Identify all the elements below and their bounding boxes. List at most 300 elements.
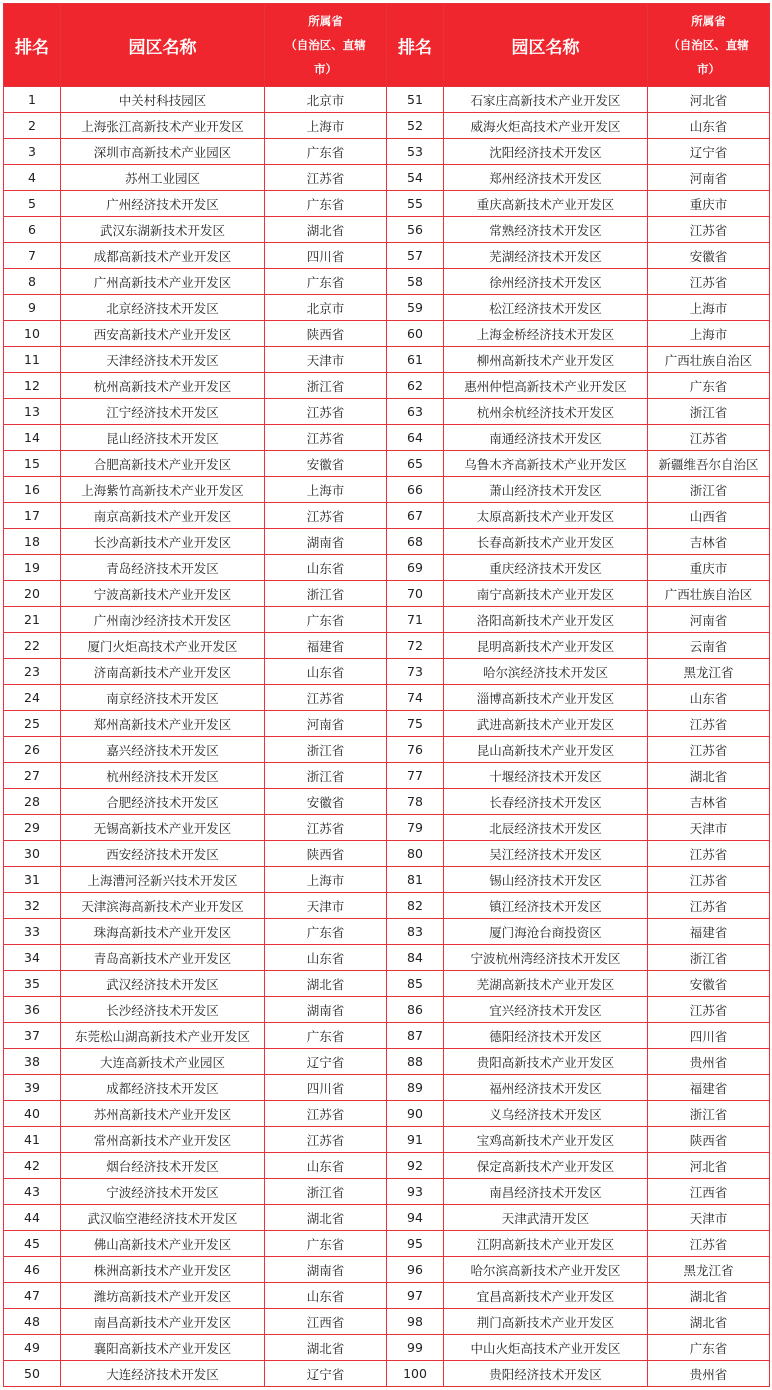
- province-cell-right: 贵州省: [648, 1049, 770, 1075]
- rank-cell-left: 15: [4, 451, 61, 477]
- park-name-cell-left: 武汉东湖新技术开发区: [61, 217, 265, 243]
- park-name-cell-left: 成都经济技术开发区: [61, 1075, 265, 1101]
- park-name-cell-left: 西安高新技术产业开发区: [61, 321, 265, 347]
- rank-cell-right: 55: [387, 191, 444, 217]
- park-name-cell-left: 武汉经济技术开发区: [61, 971, 265, 997]
- rank-cell-right: 97: [387, 1283, 444, 1309]
- province-cell-right: 云南省: [648, 633, 770, 659]
- province-cell-right: 江苏省: [648, 217, 770, 243]
- province-cell-right: 吉林省: [648, 529, 770, 555]
- park-name-cell-left: 无锡高新技术产业开发区: [61, 815, 265, 841]
- park-name-cell-left: 南京高新技术产业开发区: [61, 503, 265, 529]
- province-cell-left: 山东省: [265, 945, 387, 971]
- province-cell-right: 广东省: [648, 1335, 770, 1361]
- table-row: [4, 503, 770, 529]
- table-row: [4, 191, 770, 217]
- province-cell-left: 江苏省: [265, 685, 387, 711]
- header-province-line3: 市）: [697, 62, 720, 76]
- rank-cell-right: 100: [387, 1361, 444, 1387]
- rank-cell-left: 47: [4, 1283, 61, 1309]
- table-row: [4, 1127, 770, 1153]
- rank-cell-left: 20: [4, 581, 61, 607]
- province-cell-left: 四川省: [265, 243, 387, 269]
- rank-cell-left: 13: [4, 399, 61, 425]
- rank-cell-left: 31: [4, 867, 61, 893]
- province-cell-left: 广东省: [265, 139, 387, 165]
- table-row: [4, 971, 770, 997]
- park-name-cell-right: 哈尔滨高新技术产业开发区: [444, 1257, 648, 1283]
- park-name-cell-right: 哈尔滨经济技术开发区: [444, 659, 648, 685]
- park-name-cell-right: 芜湖经济技术开发区: [444, 243, 648, 269]
- table-row: [4, 659, 770, 685]
- park-name-cell-left: 武汉临空港经济技术开发区: [61, 1205, 265, 1231]
- park-name-cell-left: 郑州高新技术产业开发区: [61, 711, 265, 737]
- province-cell-left: 山东省: [265, 1283, 387, 1309]
- province-cell-right: 河南省: [648, 165, 770, 191]
- table-row: [4, 113, 770, 139]
- province-cell-left: 山东省: [265, 1153, 387, 1179]
- rank-cell-right: 76: [387, 737, 444, 763]
- park-name-cell-right: 上海金桥经济技术开发区: [444, 321, 648, 347]
- rank-cell-left: 4: [4, 165, 61, 191]
- park-name-cell-right: 江阴高新技术产业开发区: [444, 1231, 648, 1257]
- rank-cell-right: 63: [387, 399, 444, 425]
- province-cell-right: 山东省: [648, 113, 770, 139]
- park-name-cell-left: 杭州高新技术产业开发区: [61, 373, 265, 399]
- park-name-cell-left: 常州高新技术产业开发区: [61, 1127, 265, 1153]
- province-cell-left: 广东省: [265, 191, 387, 217]
- rank-cell-right: 90: [387, 1101, 444, 1127]
- park-name-cell-right: 杭州余杭经济技术开发区: [444, 399, 648, 425]
- province-cell-left: 上海市: [265, 113, 387, 139]
- rank-cell-left: 43: [4, 1179, 61, 1205]
- rank-cell-left: 5: [4, 191, 61, 217]
- park-name-cell-left: 天津经济技术开发区: [61, 347, 265, 373]
- park-name-cell-left: 珠海高新技术产业开发区: [61, 919, 265, 945]
- rank-cell-right: 53: [387, 139, 444, 165]
- table-row: [4, 867, 770, 893]
- province-cell-right: 浙江省: [648, 945, 770, 971]
- province-cell-left: 北京市: [265, 295, 387, 321]
- park-name-cell-right: 重庆经济技术开发区: [444, 555, 648, 581]
- province-cell-left: 浙江省: [265, 373, 387, 399]
- rank-cell-right: 85: [387, 971, 444, 997]
- park-name-cell-left: 上海紫竹高新技术产业开发区: [61, 477, 265, 503]
- province-cell-left: 江西省: [265, 1309, 387, 1335]
- province-cell-left: 河南省: [265, 711, 387, 737]
- rank-cell-right: 82: [387, 893, 444, 919]
- rank-cell-left: 49: [4, 1335, 61, 1361]
- province-cell-right: 江苏省: [648, 737, 770, 763]
- park-ranking-table: [3, 3, 770, 1387]
- rank-cell-right: 54: [387, 165, 444, 191]
- province-cell-right: 黑龙江省: [648, 659, 770, 685]
- header-row: [4, 4, 770, 87]
- province-cell-right: 新疆维吾尔自治区: [648, 451, 770, 477]
- park-name-cell-left: 苏州工业园区: [61, 165, 265, 191]
- header-rank-left: 排名: [4, 4, 61, 87]
- rank-cell-left: 35: [4, 971, 61, 997]
- rank-cell-right: 94: [387, 1205, 444, 1231]
- park-name-cell-right: 惠州仲恺高新技术产业开发区: [444, 373, 648, 399]
- rank-cell-left: 50: [4, 1361, 61, 1387]
- province-cell-left: 安徽省: [265, 451, 387, 477]
- header-park-name-right: 园区名称: [444, 4, 648, 87]
- park-name-cell-left: 大连高新技术产业园区: [61, 1049, 265, 1075]
- park-name-cell-left: 成都高新技术产业开发区: [61, 243, 265, 269]
- province-cell-left: 湖北省: [265, 1205, 387, 1231]
- province-cell-left: 广东省: [265, 269, 387, 295]
- park-name-cell-left: 西安经济技术开发区: [61, 841, 265, 867]
- rank-cell-left: 7: [4, 243, 61, 269]
- table-row: [4, 321, 770, 347]
- park-name-cell-right: 乌鲁木齐高新技术产业开发区: [444, 451, 648, 477]
- park-name-cell-right: 宜兴经济技术开发区: [444, 997, 648, 1023]
- park-name-cell-right: 北辰经济技术开发区: [444, 815, 648, 841]
- park-name-cell-left: 深圳市高新技术产业园区: [61, 139, 265, 165]
- table-row: [4, 529, 770, 555]
- park-name-cell-right: 芜湖高新技术产业开发区: [444, 971, 648, 997]
- province-cell-right: 福建省: [648, 919, 770, 945]
- park-name-cell-left: 潍坊高新技术产业开发区: [61, 1283, 265, 1309]
- province-cell-right: 河北省: [648, 1153, 770, 1179]
- rank-cell-right: 93: [387, 1179, 444, 1205]
- park-name-cell-left: 宁波经济技术开发区: [61, 1179, 265, 1205]
- province-cell-left: 山东省: [265, 555, 387, 581]
- rank-cell-right: 78: [387, 789, 444, 815]
- table-row: [4, 763, 770, 789]
- rank-cell-left: 12: [4, 373, 61, 399]
- province-cell-left: 陕西省: [265, 841, 387, 867]
- rank-cell-left: 42: [4, 1153, 61, 1179]
- province-cell-right: 江苏省: [648, 867, 770, 893]
- table-header: [4, 4, 770, 87]
- province-cell-left: 浙江省: [265, 1179, 387, 1205]
- header-province-line3: 市）: [314, 62, 337, 76]
- province-cell-right: 陕西省: [648, 1127, 770, 1153]
- table-row: [4, 1023, 770, 1049]
- province-cell-left: 福建省: [265, 633, 387, 659]
- province-cell-left: 江苏省: [265, 425, 387, 451]
- table-row: [4, 269, 770, 295]
- park-name-cell-left: 中关村科技园区: [61, 87, 265, 113]
- park-name-cell-right: 中山火炬高技术产业开发区: [444, 1335, 648, 1361]
- rank-cell-left: 28: [4, 789, 61, 815]
- header-park-name-left: 园区名称: [61, 4, 265, 87]
- park-name-cell-left: 大连经济技术开发区: [61, 1361, 265, 1387]
- park-name-cell-left: 烟台经济技术开发区: [61, 1153, 265, 1179]
- park-name-cell-right: 吴江经济技术开发区: [444, 841, 648, 867]
- park-name-cell-left: 上海漕河泾新兴技术开发区: [61, 867, 265, 893]
- park-name-cell-left: 厦门火炬高技术产业开发区: [61, 633, 265, 659]
- table-row: [4, 945, 770, 971]
- province-cell-left: 安徽省: [265, 789, 387, 815]
- rank-cell-left: 22: [4, 633, 61, 659]
- table-row: [4, 425, 770, 451]
- rank-cell-left: 8: [4, 269, 61, 295]
- park-name-cell-left: 合肥高新技术产业开发区: [61, 451, 265, 477]
- park-name-cell-left: 广州经济技术开发区: [61, 191, 265, 217]
- province-cell-left: 湖北省: [265, 971, 387, 997]
- province-cell-left: 广东省: [265, 1023, 387, 1049]
- park-name-cell-right: 长春高新技术产业开发区: [444, 529, 648, 555]
- table-row: [4, 581, 770, 607]
- table-row: [4, 1231, 770, 1257]
- province-cell-left: 江苏省: [265, 815, 387, 841]
- rank-cell-left: 33: [4, 919, 61, 945]
- rank-cell-left: 16: [4, 477, 61, 503]
- park-name-cell-right: 昆明高新技术产业开发区: [444, 633, 648, 659]
- rank-cell-left: 30: [4, 841, 61, 867]
- table-row: [4, 919, 770, 945]
- province-cell-left: 四川省: [265, 1075, 387, 1101]
- rank-cell-left: 6: [4, 217, 61, 243]
- table-row: [4, 1257, 770, 1283]
- province-cell-right: 重庆市: [648, 555, 770, 581]
- park-name-cell-right: 沈阳经济技术开发区: [444, 139, 648, 165]
- rank-cell-left: 21: [4, 607, 61, 633]
- header-province-left: [265, 4, 387, 87]
- table-row: [4, 1309, 770, 1335]
- province-cell-left: 北京市: [265, 87, 387, 113]
- park-name-cell-right: 南通经济技术开发区: [444, 425, 648, 451]
- park-name-cell-right: 宁波杭州湾经济技术开发区: [444, 945, 648, 971]
- rank-cell-left: 14: [4, 425, 61, 451]
- province-cell-right: 浙江省: [648, 399, 770, 425]
- rank-cell-right: 51: [387, 87, 444, 113]
- province-cell-right: 湖北省: [648, 1283, 770, 1309]
- rank-cell-right: 86: [387, 997, 444, 1023]
- table-row: [4, 555, 770, 581]
- rank-cell-left: 24: [4, 685, 61, 711]
- province-cell-left: 湖北省: [265, 217, 387, 243]
- rank-cell-left: 46: [4, 1257, 61, 1283]
- rank-cell-right: 62: [387, 373, 444, 399]
- province-cell-left: 湖北省: [265, 1335, 387, 1361]
- province-cell-left: 浙江省: [265, 763, 387, 789]
- rank-cell-left: 25: [4, 711, 61, 737]
- table-row: [4, 87, 770, 113]
- park-name-cell-right: 义乌经济技术开发区: [444, 1101, 648, 1127]
- table-row: [4, 1205, 770, 1231]
- rank-cell-left: 44: [4, 1205, 61, 1231]
- table-row: [4, 737, 770, 763]
- province-cell-right: 湖北省: [648, 1309, 770, 1335]
- rank-cell-left: 3: [4, 139, 61, 165]
- province-cell-right: 江苏省: [648, 269, 770, 295]
- rank-cell-left: 48: [4, 1309, 61, 1335]
- province-cell-right: 重庆市: [648, 191, 770, 217]
- province-cell-left: 上海市: [265, 477, 387, 503]
- rank-cell-right: 84: [387, 945, 444, 971]
- table-row: [4, 477, 770, 503]
- rank-cell-right: 64: [387, 425, 444, 451]
- table-row: [4, 685, 770, 711]
- rank-cell-right: 91: [387, 1127, 444, 1153]
- rank-cell-left: 39: [4, 1075, 61, 1101]
- table-row: [4, 165, 770, 191]
- rank-cell-right: 79: [387, 815, 444, 841]
- park-name-cell-right: 重庆高新技术产业开发区: [444, 191, 648, 217]
- park-name-cell-left: 南昌高新技术产业开发区: [61, 1309, 265, 1335]
- province-cell-right: 江苏省: [648, 893, 770, 919]
- header-rank-right: 排名: [387, 4, 444, 87]
- rank-cell-right: 58: [387, 269, 444, 295]
- rank-cell-right: 83: [387, 919, 444, 945]
- rank-cell-right: 81: [387, 867, 444, 893]
- province-cell-left: 江苏省: [265, 399, 387, 425]
- table-row: [4, 893, 770, 919]
- rank-cell-right: 60: [387, 321, 444, 347]
- park-name-cell-left: 上海张江高新技术产业开发区: [61, 113, 265, 139]
- table-row: [4, 607, 770, 633]
- rank-cell-left: 18: [4, 529, 61, 555]
- rank-cell-left: 34: [4, 945, 61, 971]
- province-cell-left: 江苏省: [265, 1127, 387, 1153]
- park-name-cell-left: 杭州经济技术开发区: [61, 763, 265, 789]
- rank-cell-left: 10: [4, 321, 61, 347]
- park-name-cell-left: 青岛高新技术产业开发区: [61, 945, 265, 971]
- park-name-cell-left: 江宁经济技术开发区: [61, 399, 265, 425]
- park-name-cell-right: 石家庄高新技术产业开发区: [444, 87, 648, 113]
- rank-cell-right: 59: [387, 295, 444, 321]
- province-cell-right: 湖北省: [648, 763, 770, 789]
- park-name-cell-left: 佛山高新技术产业开发区: [61, 1231, 265, 1257]
- table-row: [4, 1361, 770, 1387]
- park-name-cell-left: 长沙经济技术开发区: [61, 997, 265, 1023]
- park-name-cell-left: 合肥经济技术开发区: [61, 789, 265, 815]
- table-row: [4, 139, 770, 165]
- province-cell-right: 山东省: [648, 685, 770, 711]
- rank-cell-right: 66: [387, 477, 444, 503]
- table-row: [4, 217, 770, 243]
- province-cell-left: 天津市: [265, 347, 387, 373]
- province-cell-right: 安徽省: [648, 243, 770, 269]
- park-name-cell-right: 松江经济技术开发区: [444, 295, 648, 321]
- province-cell-left: 辽宁省: [265, 1049, 387, 1075]
- province-cell-right: 山西省: [648, 503, 770, 529]
- header-province-line1: 所属省: [691, 14, 726, 28]
- park-name-cell-left: 株洲高新技术产业开发区: [61, 1257, 265, 1283]
- rank-cell-right: 75: [387, 711, 444, 737]
- park-name-cell-left: 广州高新技术产业开发区: [61, 269, 265, 295]
- province-cell-right: 河南省: [648, 607, 770, 633]
- park-name-cell-right: 十堰经济技术开发区: [444, 763, 648, 789]
- table-row: [4, 1049, 770, 1075]
- rank-cell-left: 38: [4, 1049, 61, 1075]
- rank-cell-right: 52: [387, 113, 444, 139]
- table-row: [4, 841, 770, 867]
- province-cell-left: 湖南省: [265, 529, 387, 555]
- park-name-cell-right: 徐州经济技术开发区: [444, 269, 648, 295]
- rank-cell-left: 29: [4, 815, 61, 841]
- park-name-cell-left: 青岛经济技术开发区: [61, 555, 265, 581]
- province-cell-right: 天津市: [648, 815, 770, 841]
- rank-cell-left: 37: [4, 1023, 61, 1049]
- rank-cell-right: 88: [387, 1049, 444, 1075]
- rank-cell-right: 80: [387, 841, 444, 867]
- table-row: [4, 1335, 770, 1361]
- park-name-cell-left: 苏州高新技术产业开发区: [61, 1101, 265, 1127]
- park-name-cell-left: 天津滨海高新技术产业开发区: [61, 893, 265, 919]
- province-cell-right: 黑龙江省: [648, 1257, 770, 1283]
- province-cell-left: 江苏省: [265, 503, 387, 529]
- park-name-cell-left: 东莞松山湖高新技术产业开发区: [61, 1023, 265, 1049]
- park-name-cell-right: 厦门海沧台商投资区: [444, 919, 648, 945]
- rank-cell-right: 69: [387, 555, 444, 581]
- park-name-cell-right: 洛阳高新技术产业开发区: [444, 607, 648, 633]
- province-cell-right: 江苏省: [648, 997, 770, 1023]
- table-row: [4, 789, 770, 815]
- province-cell-left: 辽宁省: [265, 1361, 387, 1387]
- table-row: [4, 347, 770, 373]
- park-name-cell-left: 广州南沙经济技术开发区: [61, 607, 265, 633]
- park-name-cell-left: 襄阳高新技术产业开发区: [61, 1335, 265, 1361]
- park-name-cell-left: 济南高新技术产业开发区: [61, 659, 265, 685]
- rank-cell-right: 71: [387, 607, 444, 633]
- province-cell-left: 江苏省: [265, 1101, 387, 1127]
- park-name-cell-left: 嘉兴经济技术开发区: [61, 737, 265, 763]
- province-cell-left: 江苏省: [265, 165, 387, 191]
- rank-cell-right: 56: [387, 217, 444, 243]
- table-row: [4, 295, 770, 321]
- park-name-cell-right: 宜昌高新技术产业开发区: [444, 1283, 648, 1309]
- rank-cell-left: 45: [4, 1231, 61, 1257]
- rank-cell-right: 73: [387, 659, 444, 685]
- rank-cell-left: 23: [4, 659, 61, 685]
- province-cell-right: 河北省: [648, 87, 770, 113]
- province-cell-left: 上海市: [265, 867, 387, 893]
- province-cell-right: 吉林省: [648, 789, 770, 815]
- province-cell-right: 江西省: [648, 1179, 770, 1205]
- park-name-cell-right: 太原高新技术产业开发区: [444, 503, 648, 529]
- province-cell-left: 山东省: [265, 659, 387, 685]
- province-cell-left: 广东省: [265, 1231, 387, 1257]
- province-cell-left: 湖南省: [265, 1257, 387, 1283]
- province-cell-right: 四川省: [648, 1023, 770, 1049]
- park-name-cell-right: 淄博高新技术产业开发区: [444, 685, 648, 711]
- table-row: [4, 997, 770, 1023]
- header-province-right: [648, 4, 770, 87]
- province-cell-right: 浙江省: [648, 1101, 770, 1127]
- park-name-cell-right: 镇江经济技术开发区: [444, 893, 648, 919]
- rank-cell-right: 77: [387, 763, 444, 789]
- rank-cell-left: 9: [4, 295, 61, 321]
- park-name-cell-right: 南宁高新技术产业开发区: [444, 581, 648, 607]
- rank-cell-right: 95: [387, 1231, 444, 1257]
- rank-cell-right: 70: [387, 581, 444, 607]
- rank-cell-right: 61: [387, 347, 444, 373]
- park-name-cell-right: 宝鸡高新技术产业开发区: [444, 1127, 648, 1153]
- rank-cell-right: 98: [387, 1309, 444, 1335]
- province-cell-right: 安徽省: [648, 971, 770, 997]
- province-cell-right: 浙江省: [648, 477, 770, 503]
- province-cell-left: 广东省: [265, 607, 387, 633]
- rank-cell-right: 72: [387, 633, 444, 659]
- rank-cell-left: 2: [4, 113, 61, 139]
- rank-cell-left: 11: [4, 347, 61, 373]
- province-cell-left: 广东省: [265, 919, 387, 945]
- rank-cell-left: 36: [4, 997, 61, 1023]
- province-cell-right: 上海市: [648, 295, 770, 321]
- province-cell-right: 天津市: [648, 1205, 770, 1231]
- province-cell-right: 广西壮族自治区: [648, 581, 770, 607]
- rank-cell-right: 89: [387, 1075, 444, 1101]
- table-row: [4, 815, 770, 841]
- park-name-cell-right: 锡山经济技术开发区: [444, 867, 648, 893]
- rank-cell-left: 19: [4, 555, 61, 581]
- park-name-cell-left: 北京经济技术开发区: [61, 295, 265, 321]
